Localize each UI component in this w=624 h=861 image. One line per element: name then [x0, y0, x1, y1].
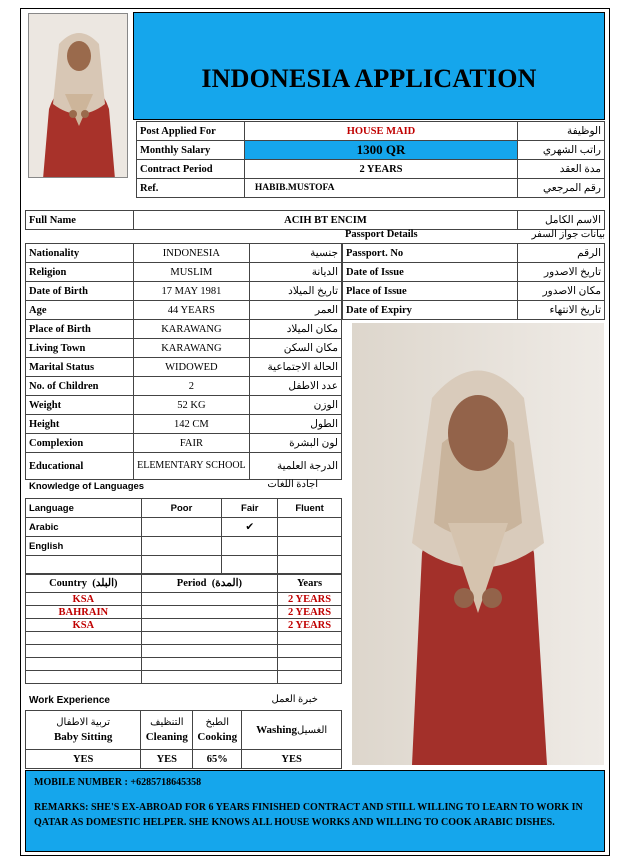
- applicant-photo-small: [28, 13, 128, 178]
- column-header: Poor: [141, 499, 222, 518]
- table-row: [343, 282, 605, 301]
- field-label-arabic: مكان الميلاد: [250, 320, 342, 339]
- period-value: [141, 593, 277, 606]
- page-title: INDONESIA APPLICATION: [201, 64, 537, 93]
- language-cell: [141, 518, 222, 537]
- country-value: BAHRAIN: [26, 606, 142, 619]
- field-label: Date of Birth: [26, 282, 134, 301]
- field-label: Full Name: [26, 211, 134, 230]
- field-value: 142 CM: [133, 415, 250, 434]
- field-label-arabic: لون البشرة: [250, 434, 342, 453]
- field-label-arabic: الاسم الكامل: [518, 211, 605, 230]
- table-row: [26, 606, 342, 619]
- column-header-period: [141, 574, 277, 593]
- field-label: Passport. No: [343, 244, 518, 263]
- table-row: [26, 750, 342, 769]
- passport-heading: Passport Details: [345, 229, 418, 240]
- skill-label-arabic: تربية الاطفال: [56, 717, 111, 728]
- field-label-arabic: جنسية: [250, 244, 342, 263]
- field-label: Age: [26, 301, 134, 320]
- field-label: No. of Children: [26, 377, 134, 396]
- field-value: KARAWANG: [133, 320, 250, 339]
- field-value: 2: [133, 377, 250, 396]
- skill-label: Washing: [256, 724, 298, 736]
- field-label: Contract Period: [137, 160, 245, 179]
- salary-value: 1300 QR: [244, 141, 517, 160]
- skill-value: 65%: [193, 750, 242, 769]
- field-value: HOUSE MAID: [244, 122, 517, 141]
- table-row: [26, 396, 342, 415]
- field-label: Nationality: [26, 244, 134, 263]
- table-row: [137, 122, 605, 141]
- table-row: [26, 263, 342, 282]
- language-cell: [278, 518, 342, 537]
- period-value: [141, 619, 277, 632]
- skill-value: YES: [242, 750, 342, 769]
- field-label: Complexion: [26, 434, 134, 453]
- table-row: [26, 415, 342, 434]
- table-row: [26, 244, 342, 263]
- skills-table: [25, 710, 342, 769]
- table-row: [26, 671, 342, 684]
- full-name-table: [25, 210, 605, 230]
- table-row: [26, 556, 342, 575]
- field-label-arabic: تاريخ الاصدور: [518, 263, 605, 282]
- field-label: Date of Expiry: [343, 301, 518, 320]
- column-header-years: Years: [278, 574, 342, 593]
- table-row: [26, 711, 342, 750]
- table-row: [26, 632, 342, 645]
- languages-heading: Knowledge of Languages: [29, 481, 145, 492]
- country-label-arabic: (البلد): [92, 578, 118, 589]
- skill-label: Baby Sitting: [53, 731, 113, 743]
- field-label-arabic: الوزن: [250, 396, 342, 415]
- field-label-arabic: العمر: [250, 301, 342, 320]
- field-value: INDONESIA: [133, 244, 250, 263]
- field-label-arabic: الحالة الاجتماعية: [250, 358, 342, 377]
- table-row: [26, 434, 342, 453]
- field-label-arabic: الدرجة العلمية: [250, 453, 342, 480]
- field-label-arabic: تاريخ الانتهاء: [518, 301, 605, 320]
- table-row: [26, 282, 342, 301]
- check-icon: ✔: [222, 518, 278, 537]
- skill-label-arabic: الطبخ: [205, 717, 230, 728]
- years-value: 2 YEARS: [278, 593, 342, 606]
- field-label: Educational: [26, 453, 134, 480]
- languages-table: [25, 498, 342, 575]
- table-row: [26, 339, 342, 358]
- field-value: 52 KG: [133, 396, 250, 415]
- field-label-arabic: تاريخ الميلاد: [250, 282, 342, 301]
- table-row: [26, 211, 605, 230]
- table-row: [26, 499, 342, 518]
- field-value: FAIR: [133, 434, 250, 453]
- column-header: Fluent: [278, 499, 342, 518]
- field-label-arabic: مكان الاصدور: [518, 282, 605, 301]
- experience-abroad-table: [25, 573, 342, 684]
- period-label: Period: [176, 578, 207, 589]
- passport-heading-arabic: بيانات جواز السفر: [531, 229, 605, 240]
- field-label: Date of Issue: [343, 263, 518, 282]
- table-row: [26, 301, 342, 320]
- language-cell: [222, 537, 278, 556]
- personal-info-table: [25, 243, 342, 480]
- field-label-arabic: مكان السكن: [250, 339, 342, 358]
- field-label: Marital Status: [26, 358, 134, 377]
- field-label: Height: [26, 415, 134, 434]
- table-row: [26, 619, 342, 632]
- table-row: [137, 179, 605, 198]
- table-row: [26, 658, 342, 671]
- remarks-text: REMARKS: SHE'S EX-ABROAD FOR 6 YEARS FINISHED CONTRACT AND STILL WILLING TO LEARN TO WORK IN QATAR AS DOMESTIC HELPER. SHE KNOWS ALL HOUSE WORKS AND WILLING TO COOK ARABIC DISHES.: [34, 802, 583, 828]
- table-row: [26, 320, 342, 339]
- years-value: 2 YEARS: [278, 619, 342, 632]
- table-row: [343, 301, 605, 320]
- field-label-arabic: الوظيفة: [518, 122, 605, 141]
- field-value: 44 YEARS: [133, 301, 250, 320]
- table-row: [26, 593, 342, 606]
- field-label-arabic: راتب الشهري: [518, 141, 605, 160]
- skill-label: Cleaning: [145, 731, 188, 743]
- field-value: ELEMENTARY SCHOOL: [133, 453, 250, 480]
- mobile-number: MOBILE NUMBER : +6285718645358: [34, 777, 202, 788]
- full-name-value: ACIH BT ENCIM: [133, 211, 517, 230]
- table-row: [137, 141, 605, 160]
- skill-header-washing: [242, 711, 342, 750]
- work-experience-heading-arabic: خبرة العمل: [271, 694, 318, 705]
- skill-value: YES: [26, 750, 141, 769]
- field-label: Monthly Salary: [137, 141, 245, 160]
- remarks-box: [25, 770, 605, 852]
- skill-label-arabic: التنظيف: [150, 717, 184, 728]
- skill-header-cooking: [193, 711, 242, 750]
- field-label: Place of Birth: [26, 320, 134, 339]
- table-row: [343, 263, 605, 282]
- period-label-arabic: (المدة): [211, 578, 242, 589]
- field-value: WIDOWED: [133, 358, 250, 377]
- field-label-arabic: رقم المرجعي: [518, 179, 605, 198]
- field-label-arabic: الطول: [250, 415, 342, 434]
- work-experience-heading: Work Experience: [29, 695, 110, 706]
- table-row: [26, 645, 342, 658]
- skill-value: YES: [141, 750, 193, 769]
- column-header: Fair: [222, 499, 278, 518]
- country-value: KSA: [26, 593, 142, 606]
- skill-label: Cooking: [197, 731, 238, 743]
- field-label: Weight: [26, 396, 134, 415]
- header-info-table: [136, 121, 605, 198]
- languages-heading-arabic: اجادة اللغات: [267, 479, 318, 490]
- field-label-arabic: عدد الاطفل: [250, 377, 342, 396]
- column-header-country: [26, 574, 142, 593]
- passport-table: [342, 243, 605, 320]
- language-name: Arabic: [26, 518, 142, 537]
- table-row: [343, 244, 605, 263]
- period-value: [141, 606, 277, 619]
- field-label: Place of Issue: [343, 282, 518, 301]
- field-value: KARAWANG: [133, 339, 250, 358]
- country-value: KSA: [26, 619, 142, 632]
- table-row: [26, 377, 342, 396]
- table-row: [26, 537, 342, 556]
- field-label: Ref.: [137, 179, 245, 198]
- table-row: [26, 518, 342, 537]
- field-label: Living Town: [26, 339, 134, 358]
- field-value: HABIB.MUSTOFA: [244, 179, 517, 198]
- table-row: [26, 574, 342, 593]
- table-row: [26, 358, 342, 377]
- language-cell: [141, 537, 222, 556]
- field-value: 2 YEARS: [244, 160, 517, 179]
- skill-header-cleaning: [141, 711, 193, 750]
- skill-header-baby-sitting: [26, 711, 141, 750]
- table-row: [26, 453, 342, 480]
- table-row: [137, 160, 605, 179]
- field-value: 17 MAY 1981: [133, 282, 250, 301]
- country-label: Country: [49, 578, 88, 589]
- field-label: Post Applied For: [137, 122, 245, 141]
- field-label: Religion: [26, 263, 134, 282]
- field-label-arabic: الديانة: [250, 263, 342, 282]
- field-label-arabic: الرقم: [518, 244, 605, 263]
- skill-label-arabic: الغسيل: [297, 725, 328, 736]
- field-value: MUSLIM: [133, 263, 250, 282]
- column-header: Language: [26, 499, 142, 518]
- language-name: English: [26, 537, 142, 556]
- applicant-photo-large: [352, 323, 604, 765]
- years-value: 2 YEARS: [278, 606, 342, 619]
- language-cell: [278, 537, 342, 556]
- field-label-arabic: مدة العقد: [518, 160, 605, 179]
